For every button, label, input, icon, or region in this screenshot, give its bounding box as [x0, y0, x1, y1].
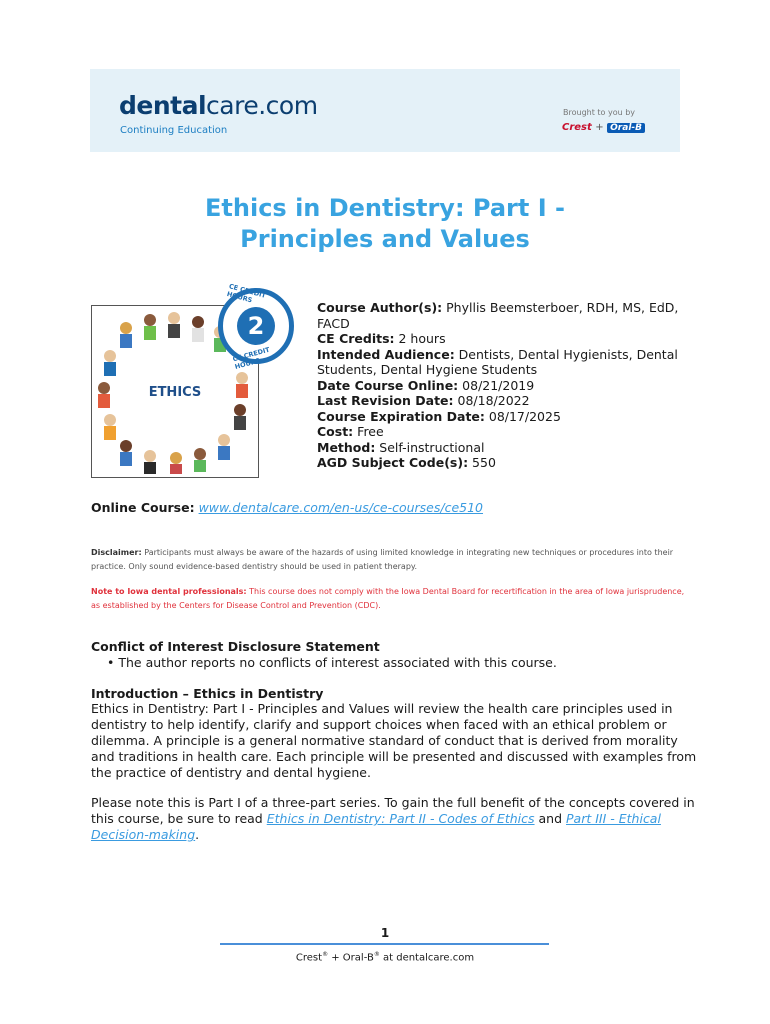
coi-item-text: The author reports no conflicts of interest associated with this course.: [118, 655, 557, 670]
meta-row: [317, 331, 707, 347]
page-title: [140, 193, 630, 255]
ethics-word: ETHICS: [148, 385, 202, 400]
badge-arc-bottom: CE CREDIT HOURS: [231, 345, 271, 371]
sponsor-logos: [562, 122, 645, 133]
ce-credit-badge: [218, 282, 294, 371]
disclaimer-label: Disclaimer:: [91, 548, 142, 557]
meta-value: Phyllis Beemsterboer, RDH, MS, EdD, FACD: [317, 300, 679, 331]
meta-value: 08/17/2025: [484, 408, 561, 424]
meta-label: Date Course Online:: [317, 377, 459, 393]
coi-list-item: [107, 655, 557, 670]
brought-by-label: Brought to you by: [563, 108, 636, 117]
meta-row: [317, 393, 707, 409]
meta-row: [317, 409, 707, 425]
meta-row: [317, 347, 707, 378]
part-iii-link[interactable]: Part III - Ethical Decision-making: [91, 811, 661, 842]
dentalcare-logo[interactable]: [119, 91, 318, 120]
logo-thin: care.com: [206, 91, 318, 120]
meta-row: [317, 300, 707, 331]
footer-divider: [220, 943, 549, 945]
series-note-end: .: [195, 827, 200, 842]
iowa-note: [91, 585, 691, 613]
intro-paragraph: Ethics in Dentistry: Part I - Principles and Values will review the health care principles used in dentistry to help identify, clarify and support choices when faced with an ethical problem or dilemma. A principle is a general normative standard of conduct that is derived from morality and traditions in health care. Each principle will be presented and discussed with examples from the practice of dentistry and dental hygiene.: [91, 701, 697, 780]
series-note-text: Please note this is Part I of a three-part series. To gain the full benefit of the concepts covered in this course, be sure to read: [91, 795, 695, 826]
meta-label: AGD Subject Code(s):: [317, 455, 469, 470]
badge-number: 2: [237, 307, 275, 345]
meta-value: Dentists, Dental Hygienists, Dental Students, Dental Hygiene Students: [317, 346, 678, 377]
course-metadata: [317, 300, 707, 471]
footer-oralb: + Oral-B: [328, 952, 374, 964]
meta-row: [317, 378, 707, 394]
page-number: 1: [380, 926, 390, 940]
part-ii-link[interactable]: Ethics in Dentistry: Part II - Codes of Ethics: [266, 811, 535, 826]
meta-label: Intended Audience:: [317, 346, 455, 362]
footer-reg-mark-2: ®: [373, 951, 380, 958]
footer-reg-mark: ®: [322, 951, 329, 958]
meta-value: Free: [353, 424, 384, 439]
online-course-label: Online Course:: [91, 500, 195, 515]
badge-arc-top: CE CREDIT HOURS: [225, 282, 267, 305]
footer-crest: Crest: [295, 952, 323, 964]
logo-bold: dental: [119, 91, 207, 120]
iowa-note-label: Note to Iowa dental professionals:: [91, 587, 247, 596]
coi-heading: Conflict of Interest Disclosure Statement: [91, 639, 380, 654]
sponsor-separator: +: [595, 122, 604, 133]
oralb-logo: Oral-B: [607, 123, 645, 133]
meta-value: 08/18/2022: [453, 393, 530, 408]
online-course-link[interactable]: www.dentalcare.com/en-us/ce-courses/ce510: [198, 500, 484, 515]
meta-value: Self-instructional: [375, 439, 485, 455]
intro-heading: Introduction – Ethics in Dentistry: [91, 686, 324, 701]
meta-label: Cost:: [317, 424, 354, 439]
meta-label: CE Credits:: [317, 331, 395, 346]
meta-label: Course Expiration Date:: [317, 408, 485, 424]
meta-value: 550: [468, 455, 496, 470]
disclaimer: [91, 546, 691, 574]
meta-value: 08/21/2019: [458, 377, 535, 393]
series-note-and: and: [534, 811, 567, 826]
logo-subtitle: Continuing Education: [120, 125, 228, 136]
footer: [200, 951, 570, 963]
header-banner: [90, 69, 680, 152]
meta-row: [317, 455, 707, 471]
footer-tail: at dentalcare.com: [379, 952, 475, 964]
online-course: [91, 500, 483, 515]
meta-row: [317, 424, 707, 440]
title-line-2: Principles and Values: [240, 225, 530, 253]
meta-value: 2 hours: [394, 331, 446, 346]
crest-logo: Crest: [562, 122, 592, 133]
meta-label: Last Revision Date:: [317, 393, 454, 408]
bullet-icon: •: [107, 655, 115, 670]
iowa-note-text: This course does not comply with the Iowa Dental Board for recertification in the area of Iowa jurisprudence, as established by the Centers for Disease Control and Prevention (CDC).: [91, 587, 685, 610]
meta-label: Course Author(s):: [317, 300, 443, 315]
series-note: [91, 795, 701, 843]
meta-row: [317, 440, 707, 456]
meta-label: Method:: [317, 439, 376, 455]
title-line-1: Ethics in Dentistry: Part I -: [205, 194, 565, 222]
disclaimer-text: Participants must always be aware of the hazards of using limited knowledge in integrating new techniques or procedures into their practice. Only sound evidence-based dentistry should be used in patient therapy.: [91, 548, 674, 571]
